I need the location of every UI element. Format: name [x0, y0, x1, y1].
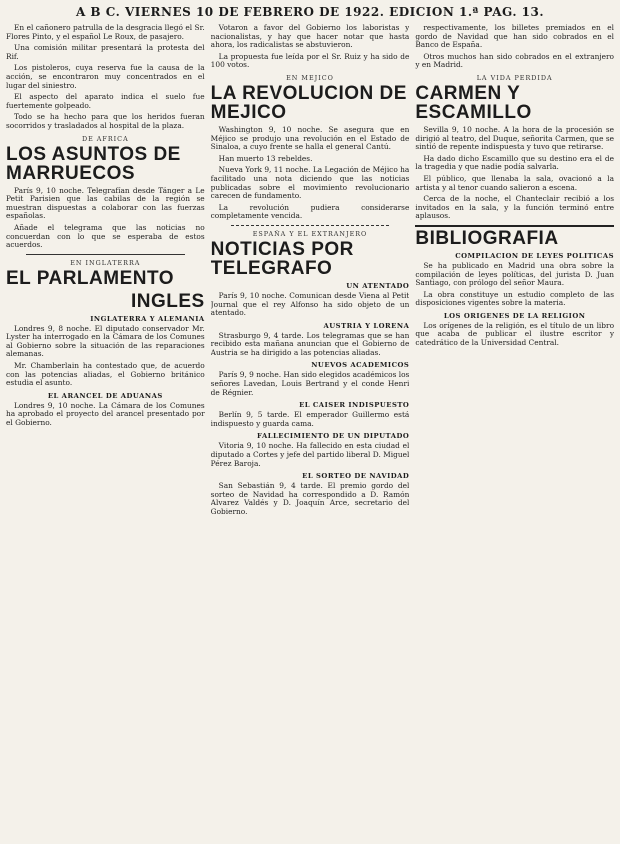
paragraph: San Sebastián 9, 4 tarde. El premio gordo del sorteo de Navidad ha correspondido a D. Ramón Alvarez Valdés y D. Joaquín Arce, secretario del Gobierno.: [210, 481, 410, 516]
top-text: [415, 24, 614, 70]
subhead-atentado: UN ATENTADO: [346, 281, 410, 290]
divider: [26, 254, 185, 255]
paragraph: Una comisión militar presentará la protesta del Rif.: [6, 43, 205, 61]
subhead-compilacion: COMPILACION DE LEYES POLITICAS: [455, 251, 615, 260]
paragraph: La revolución pudiera considerarse completamente vencida.: [210, 202, 410, 221]
academicos-text: [211, 371, 410, 397]
religion-text: [415, 322, 614, 348]
column-3: [415, 24, 614, 836]
subhead-navidad: EL SORTEO DE NAVIDAD: [302, 472, 410, 481]
paragraph: Los orígenes de la religión, es el título de un libro que acaba de publicar el ilustre escritor y catedrático de la Universidad Central.: [415, 320, 615, 348]
paragraph: respectivamente, los billetes premiados en el gordo de Navidad que han sido cobrados en el Banco de España.: [415, 24, 615, 50]
subhead-caiser: EL CAISER INDISPUESTO: [299, 401, 410, 410]
paragraph: La obra constituye un estudio completo de las disposiciones vigentes sobre la materia.: [415, 289, 615, 308]
marruecos-text: [6, 187, 205, 250]
paragraph: Mr. Chamberlain ha contestado que, de acuerdo con las potencias aliadas, el Gobierno británico estudia el asunto.: [6, 361, 205, 388]
paragraph: París 9, 10 noche. Comunican desde Viena al Petit Journal que el rey Alfonso ha sido objeto de un atentado.: [210, 290, 410, 318]
headline-ingles: INGLES: [130, 290, 205, 312]
subhead-austria: AUSTRIA Y LORENA: [323, 321, 410, 330]
intro-text: [6, 24, 205, 131]
paragraph: Todo se ha hecho para que los heridos fueran socorridos y trasladados al hospital de la plaza.: [6, 112, 205, 130]
paragraph: Strasburgo 9, 4 tarde. Los telegramas que se han recibido esta mañana anuncian que el Gobierno de Austria se ha dirigido a las potencias aliadas.: [210, 330, 410, 357]
section-tag-espana: ESPAÑA Y EL EXTRANJERO: [252, 229, 368, 238]
headline-parlamento: EL PARLAMENTO: [6, 267, 175, 289]
section-tag-mejico: EN MEJICO: [286, 73, 334, 82]
parlamento-text: [6, 325, 205, 388]
caiser-text: [211, 411, 410, 428]
atentado-text: [211, 292, 410, 318]
navidad-text: [211, 482, 410, 516]
paragraph: Londres 9, 10 noche. La Cámara de los Comunes ha aprobado el proyecto del arancel presentado por el Gobierno.: [6, 400, 205, 428]
paragraph: Londres 9, 8 noche. El diputado conservador Mr. Lyster ha interrogado en la Cámara de los Comunes al Gobierno sobre la situación de las reparaciones alemanas.: [6, 323, 205, 359]
subhead-academicos: NUEVOS ACADEMICOS: [311, 361, 410, 370]
carmen-text: [415, 126, 614, 221]
paragraph: Otros muchos han sido cobrados en el extranjero y en Madrid.: [415, 51, 615, 70]
headline-bibliografia: BIBLIOGRAFIA: [415, 227, 559, 249]
paragraph: Añade el telegrama que las noticias no concuerdan con lo que se esperaba de estos acuerdos.: [6, 222, 205, 250]
headline-marruecos: LOS ASUNTOS DE MARRUECOS: [6, 143, 181, 184]
article-columns: [6, 24, 614, 836]
section-tag-inglaterra: EN INGLATERRA: [70, 258, 141, 267]
headline-noticias-telegrafo: NOTICIAS POR TELEGRAFO: [210, 238, 354, 279]
column-1: [6, 24, 205, 836]
paragraph: Se ha publicado en Madrid una obra sobre la compilación de leyes políticas, del jurista D. Juan Santiago, con prólogo del señor Maura.: [415, 260, 615, 288]
subhead-religion: LOS ORIGENES DE LA RELIGION: [443, 311, 586, 320]
paragraph: París 9, 9 noche. Han sido elegidos académicos los señores Lavedan, Louis Bertrand y el conde Henri de Régnier.: [210, 370, 410, 397]
paragraph: Votaron a favor del Gobierno los laboristas y nacionalistas, y hay que hacer notar que hasta ahora, los radicalistas se abstuvieron.: [210, 24, 410, 50]
divider: [231, 225, 390, 226]
paragraph: Sevilla 9, 10 noche. A la hora de la procesión se dirigió al teatro, del Duque, señorita Carmen, que se sintió de repente indispuesta y tuvo que retirarse.: [415, 124, 615, 152]
paragraph: Han muerto 13 rebeldes.: [218, 153, 313, 163]
section-tag-vida: LA VIDA PERDIDA: [476, 73, 553, 82]
page-header: A B C. VIERNES 10 DE FEBRERO DE 1922. EDICION 1.ª PAG. 13.: [75, 5, 545, 19]
headline-carmen-escamillo: CARMEN Y ESCAMILLO: [415, 82, 532, 123]
subhead-inglaterra-alemania: INGLATERRA Y ALEMANIA: [90, 314, 205, 323]
headline-revolucion-mejico: LA REVOLUCION DE MEJICO: [210, 82, 407, 123]
divider: [415, 225, 614, 227]
diputado-text: [211, 442, 410, 468]
paragraph: Vitoria 9, 10 noche. Ha fallecido en esta ciudad el diputado a Cortes y jefe del partido liberal D. Miguel Pérez Baroja.: [210, 441, 410, 468]
bibliografia-text: [415, 262, 614, 308]
paragraph: El aspecto del aparato indica el suelo fue fuertemente golpeado.: [6, 92, 205, 110]
paragraph: Berlín 9, 5 tarde. El emperador Guillermo está indispuesto y guarda cama.: [210, 410, 410, 428]
subhead-diputado: FALLECIMIENTO DE UN DIPUTADO: [257, 432, 410, 441]
paragraph: La propuesta fue leída por el Sr. Ruiz y ha sido de 100 votos.: [210, 51, 410, 70]
subhead-aduanas: EL ARANCEL DE ADUANAS: [47, 391, 163, 400]
paragraph: Washington 9, 10 noche. Se asegura que en Méjico se produjo una revolución en el Estado de Sinaloa, a cuyo frente se halla el general Cantú.: [210, 124, 410, 152]
section-tag-africa: DE AFRICA: [81, 134, 129, 143]
paragraph: Nueva York 9, 11 noche. La Legación de Méjico ha facilitado una nota diciendo que las noticias publicadas sobre el movimiento revolucionario carecen de fundamento.: [210, 165, 410, 201]
paragraph: Cerca de la noche, el Chanteclair recibió a los invitados en la sala, y la función terminó entre aplausos.: [415, 194, 615, 221]
aduanas-text: [6, 402, 205, 428]
paragraph: El público, que llenaba la sala, ovacionó a la artista y al tenor cuando salieron a escena.: [415, 173, 615, 192]
paragraph: Ha dado dicho Escamillo que su destino era el de la tragedia y que nadie podía salvarla.: [415, 153, 615, 172]
mejico-text: [211, 126, 410, 221]
paragraph: París 9, 10 noche. Telegrafían desde Tánger a Le Petit Parisien que las cabilas de la región se muestran dispuestas a colaborar con las fuerzas españolas.: [6, 185, 205, 221]
top-text: [211, 24, 410, 70]
austria-text: [211, 332, 410, 358]
column-2: [211, 24, 410, 836]
paragraph: En el cañonero patrulla de la desgracia llegó el Sr. Flores Pinto, y el español Le Roux, de pasajero.: [6, 24, 205, 41]
paragraph: Los pistoleros, cuya reserva fue la causa de la acción, se encontraron muy concentrados en el lugar del siniestro.: [6, 63, 205, 90]
